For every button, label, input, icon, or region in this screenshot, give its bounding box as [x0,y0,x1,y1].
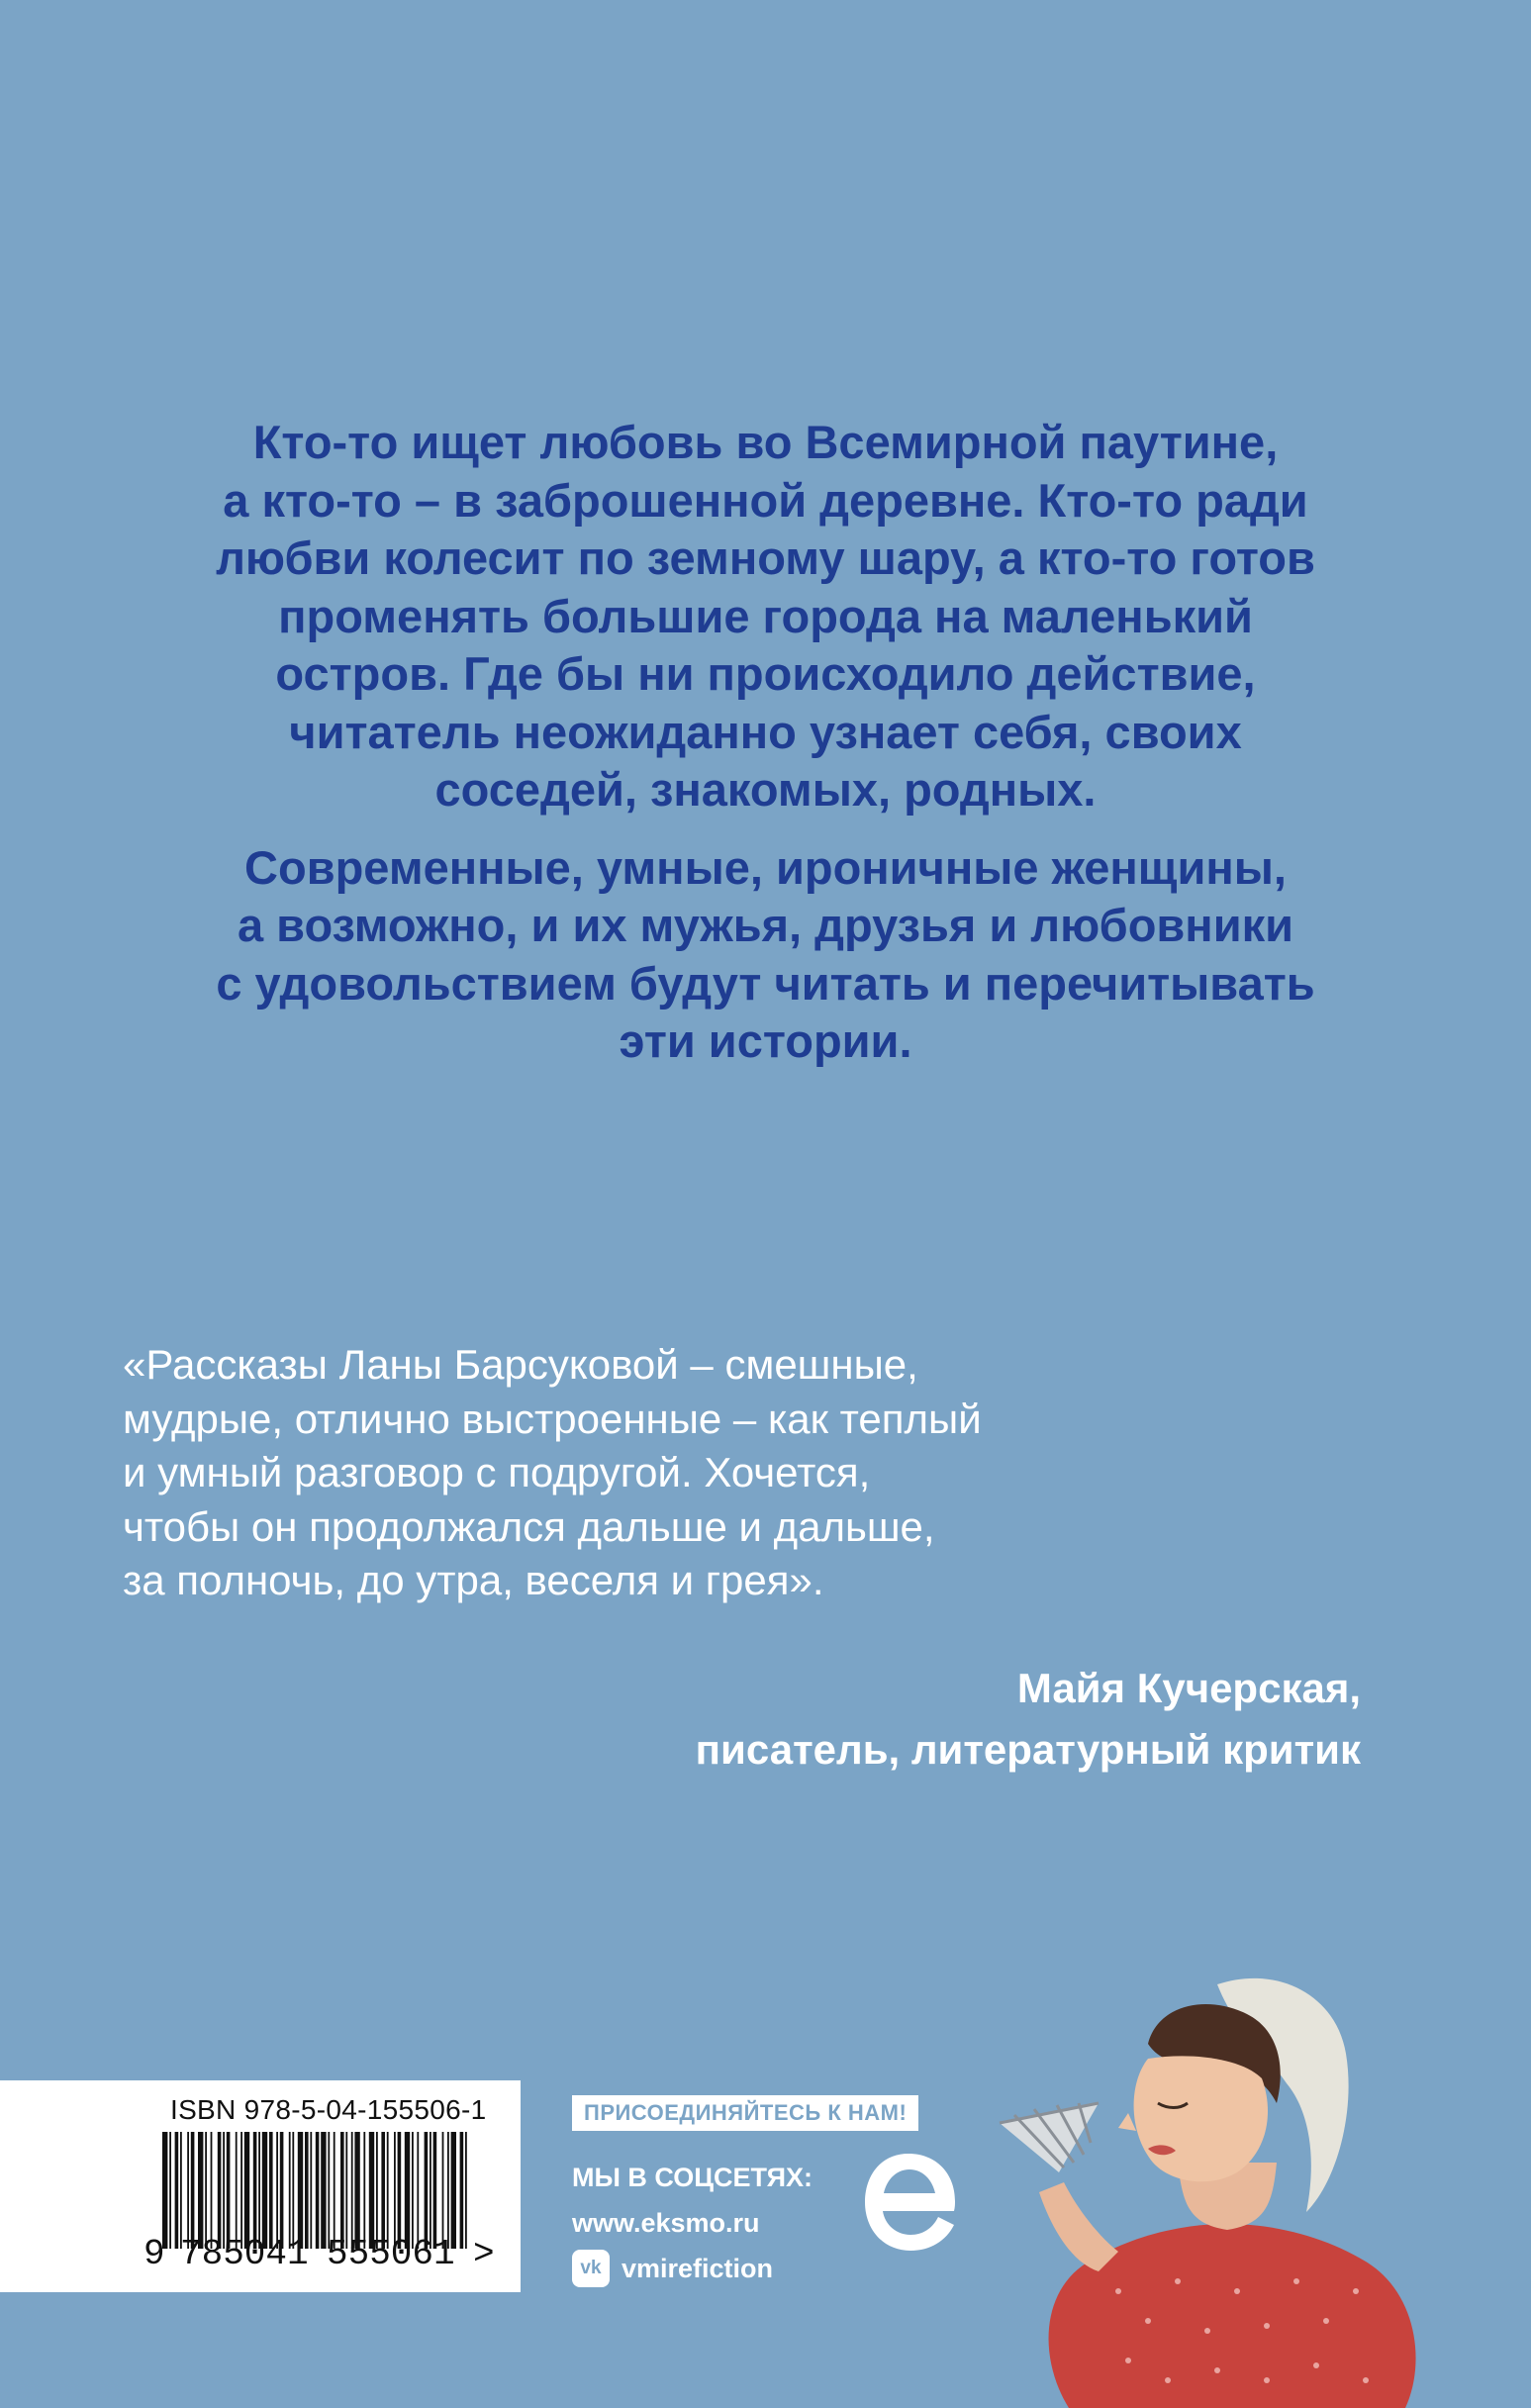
barcode-bar [387,2132,389,2249]
barcode-bar [433,2132,437,2249]
blurb-paragraph-1 [119,414,1412,819]
eksmo-logo-icon [857,2148,960,2257]
barcode-bar [175,2132,179,2249]
barcode-panel [0,2080,521,2292]
barcode-bar [253,2132,257,2249]
barcode-digit-group-1: 785041 [180,2234,309,2274]
blurb-line: Кто-то ищет любовь во Всемирной паутине, [252,416,1279,468]
barcode-digit-first: 9 [144,2234,165,2274]
social-label: МЫ В СОЦСЕТЯХ: [572,2163,813,2192]
blurb-line: остров. Где бы ни происходило действие, [275,647,1256,700]
barcode-bar [236,2132,238,2249]
barcode-bar [258,2132,260,2249]
barcode-bar [442,2132,444,2249]
barcode-bar [227,2132,231,2249]
barcode-bar [398,2132,402,2249]
barcode-bar [363,2132,365,2249]
barcode-bar [218,2132,222,2249]
barcode-bar [417,2132,419,2249]
barcode-bar [205,2132,207,2249]
barcode-bar [289,2132,291,2249]
blurb-line: соседей, знакомых, родных. [434,763,1097,816]
barcode-bar [310,2132,312,2249]
quote-line: за полночь, до утра, веселя и грея». [123,1557,824,1603]
blurb-line: а возможно, и их мужья, друзья и любовники [237,899,1294,951]
barcode-bar [262,2132,267,2249]
barcode-bar [354,2132,359,2249]
blurb-line: а кто-то – в заброшенной деревне. Кто-то ради [223,473,1308,527]
barcode-bar [169,2132,171,2249]
barcode-bar [394,2132,396,2249]
barcode-bar [180,2132,182,2249]
quote-author: Майя Кучерская, [1016,1665,1361,1711]
quote-attribution [696,1658,1361,1781]
barcode-bar [425,2132,429,2249]
quote-line: чтобы он продолжался дальше и дальше, [123,1502,935,1550]
woman-with-fan-illustration [980,1965,1531,2408]
barcode-bar [351,2132,353,2249]
join-us-badge: ПРИСОЕДИНЯЙТЕСЬ К НАМ! [572,2095,918,2131]
quote-author-role: писатель, литературный критик [695,1726,1361,1773]
barcode-bar [376,2132,378,2249]
barcode-bar [191,2132,195,2249]
barcode-digit-group-2: 555061 [327,2234,455,2274]
barcode-bar [198,2132,203,2249]
barcode-bar [447,2132,449,2249]
quote-line: мудрые, отлично выстроенные – как теплый [123,1395,982,1442]
blurb-line: эти истории. [619,1014,912,1067]
barcode-bar [451,2132,456,2249]
blurb-line: с удовольствием будут читать и перечитывать [216,956,1315,1010]
review-quote [123,1338,1360,1608]
blurb-paragraph-2 [119,839,1412,1071]
barcode-bar [381,2132,385,2249]
blurb-line: променять большие города на маленький [278,589,1253,642]
vk-handle-link[interactable]: vmirefiction [622,2254,774,2283]
barcode-bar [269,2132,273,2249]
barcode-bar [211,2132,213,2249]
barcode-digit-arrow: > [473,2234,495,2274]
website-link[interactable]: www.eksmo.ru [572,2208,760,2238]
barcode-bar [460,2132,464,2249]
barcode-bar [305,2132,309,2249]
barcode-bar [240,2132,242,2249]
barcode-bar [465,2132,467,2249]
isbn-number: ISBN 978-5-04-155506-1 [170,2094,487,2125]
barcode-bar [334,2132,335,2249]
barcode-bar [369,2132,374,2249]
blurb-line: читатель неожиданно узнает себя, своих [289,705,1242,758]
barcode-bar [328,2132,330,2249]
barcode-bar [162,2132,167,2249]
barcode-bar [321,2132,326,2249]
quote-line: «Рассказы Ланы Барсуковой – смешные, [123,1341,918,1388]
barcode-bar [412,2132,414,2249]
barcode-bar [405,2132,410,2249]
blurb-line: любви колесит по земному шару, а кто-то готов [216,531,1315,584]
blurb-line: Современные, умные, ироничные женщины, [244,840,1287,894]
barcode-bar [223,2132,225,2249]
barcode-bars [162,2132,469,2249]
barcode-digits [0,2234,521,2283]
barcode-bar [316,2132,320,2249]
barcode-bar [430,2132,431,2249]
quote-line: и умный разговор с подругой. Хочется, [123,1449,871,1495]
barcode-bar [244,2132,249,2249]
barcode-bar [280,2132,284,2249]
barcode-bar [292,2132,294,2249]
barcode-bar [345,2132,347,2249]
barcode-bar [187,2132,189,2249]
book-blurb [119,414,1412,1071]
vk-icon[interactable]: vk [572,2250,610,2287]
barcode-bar [298,2132,303,2249]
barcode-bar [276,2132,278,2249]
barcode-bar [340,2132,344,2249]
